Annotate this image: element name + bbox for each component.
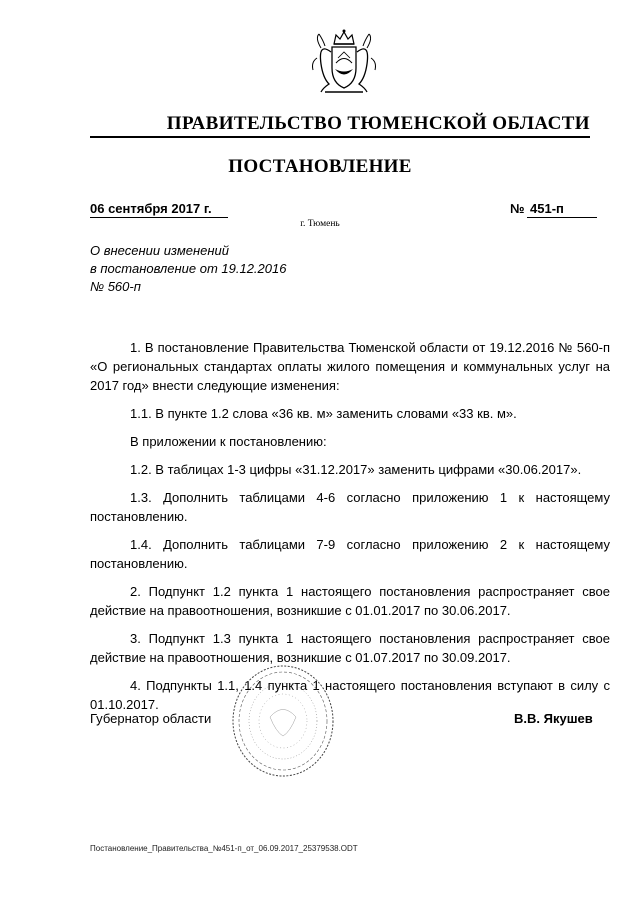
document-body bbox=[90, 338, 610, 723]
signature-name: В.В. Якушев bbox=[514, 711, 593, 726]
header-divider bbox=[90, 136, 590, 138]
signature-position: Губернатор области bbox=[90, 711, 212, 726]
body-paragraph: 4. Подпункты 1.1, 1.4 пункта 1 настоящего постановления вступают в силу с 01.10.2017. bbox=[90, 678, 610, 712]
subject-line: О внесении изменений bbox=[90, 243, 229, 258]
document-city: г. Тюмень bbox=[300, 219, 340, 229]
document-subject bbox=[90, 242, 350, 296]
body-paragraph: 3. Подпункт 1.3 пункта 1 настоящего постановления распространяет свое действие на правоотношения, возникшие с 01.07.2017 по 30.09.2017. bbox=[90, 631, 610, 665]
body-paragraph: 2. Подпункт 1.2 пункта 1 настоящего постановления распространяет свое действие на правоотношения, возникшие с 01.01.2017 по 30.06.2017. bbox=[90, 584, 610, 618]
body-paragraph: 1. В постановление Правительства Тюменской области от 19.12.2016 № 560-п «О региональных стандартах оплаты жилого помещения и коммунальных услуг на 2017 год» внести следующие изменения: bbox=[90, 340, 610, 393]
organization-title: ПРАВИТЕЛЬСТВО ТЮМЕНСКОЙ ОБЛАСТИ bbox=[166, 113, 590, 134]
document-number-label: № bbox=[510, 201, 525, 216]
subject-line: в постановление от 19.12.2016 bbox=[90, 261, 287, 276]
official-seal-stamp bbox=[230, 662, 336, 780]
document-type-title: ПОСТАНОВЛЕНИЕ bbox=[228, 156, 412, 177]
coat-of-arms-icon bbox=[303, 28, 385, 96]
document-number: 451-п bbox=[527, 201, 597, 218]
body-paragraph: 1.4. Дополнить таблицами 7-9 согласно приложению 2 к настоящему постановлению. bbox=[90, 537, 610, 571]
body-paragraph: В приложении к постановлению: bbox=[130, 434, 327, 449]
body-paragraph: 1.1. В пункте 1.2 слова «36 кв. м» заменить словами «33 кв. м». bbox=[130, 406, 517, 421]
body-paragraph: 1.2. В таблицах 1-3 цифры «31.12.2017» заменить цифрами «30.06.2017». bbox=[130, 462, 582, 477]
subject-line: № 560-п bbox=[90, 279, 141, 294]
footer-filename: Постановление_Правительства_№451-п_от_06.09.2017_25379538.ODT bbox=[90, 844, 358, 853]
body-paragraph: 1.3. Дополнить таблицами 4-6 согласно приложению 1 к настоящему постановлению. bbox=[90, 490, 610, 524]
document-date: 06 сентября 2017 г. bbox=[90, 201, 228, 218]
